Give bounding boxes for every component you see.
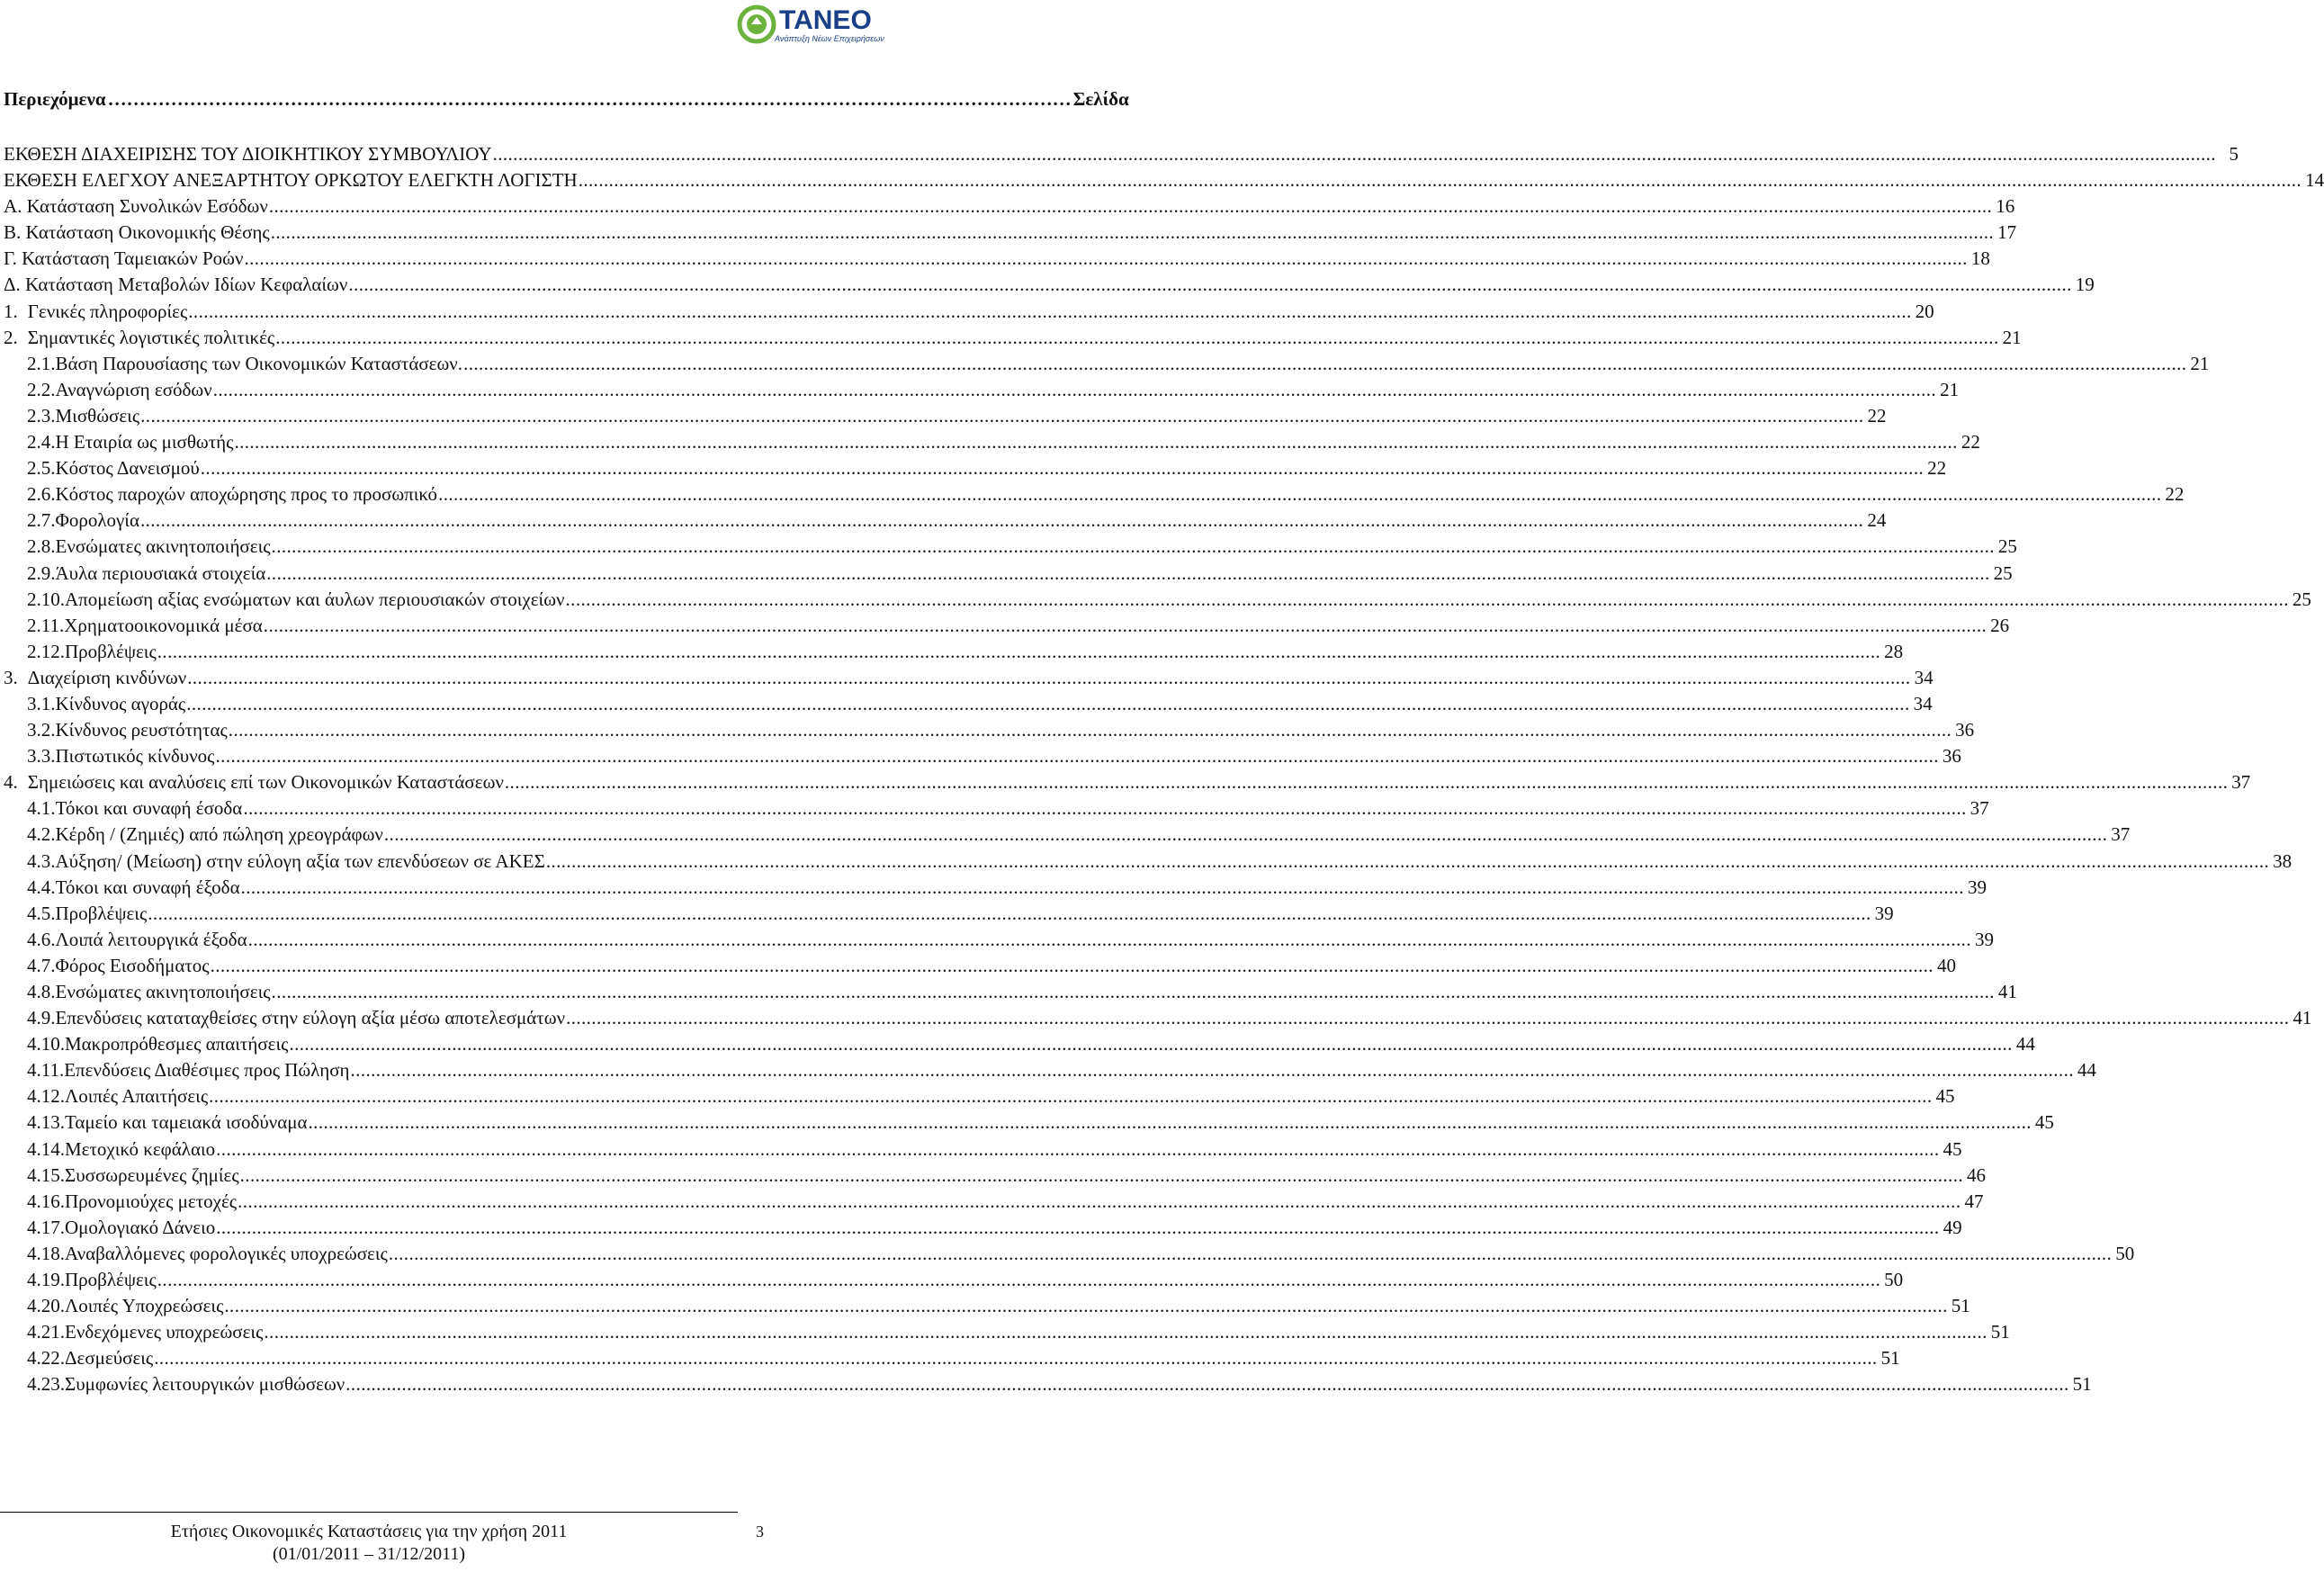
toc-entry-leader: [243, 795, 1966, 822]
toc-entry-title: Προβλέψεις: [65, 1269, 157, 1291]
toc-entry-page: 28: [1884, 640, 1904, 662]
toc-entry[interactable]: [4, 613, 2010, 639]
logo-wordmark: TANEO: [779, 5, 872, 35]
toc-entry-page: 39: [1967, 876, 1987, 898]
toc-entry[interactable]: [4, 953, 1956, 979]
toc-entry-title: Βάση Παρουσίασης των Οικονομικών Καταστάσεων.: [55, 352, 463, 374]
toc-entry-title: Απομείωση αξίας ενσώματων και άυλων περιουσιακών στοιχείων: [65, 588, 565, 610]
toc-entry-title: Επενδύσεις Διαθέσιμες προς Πώληση: [64, 1059, 350, 1082]
toc-entry-leader: [201, 455, 1924, 481]
toc-entry-title: Α. Κατάσταση Συνολικών Εσόδων: [4, 195, 268, 218]
toc-entry-title: Επενδύσεις καταταχθείσες στην εύλογη αξία μέσω αποτελεσμάτων: [55, 1007, 566, 1029]
toc-entry-title: Τόκοι και συναφή έσοδα: [55, 797, 243, 820]
toc-entry-number: 2.1.: [27, 352, 56, 374]
toc-entry-number: 3.: [4, 666, 18, 688]
toc-entry-leader: [272, 979, 1995, 1005]
toc-entry-title: Λοιπά λειτουργικά έξοδα: [55, 928, 247, 950]
toc-entry-number: 4.18.: [27, 1242, 65, 1264]
toc-entry[interactable]: [4, 691, 1933, 717]
toc-entry[interactable]: [4, 220, 2017, 246]
toc-entry-title: Αναβαλλόμενες φορολογικές υποχρεώσεις: [65, 1242, 388, 1264]
toc-entry-page: 34: [1913, 692, 1933, 714]
taneo-emblem-icon: [736, 4, 777, 45]
toc-entry-number: 4.2.: [27, 823, 56, 846]
toc-entry-number: 4.11.: [27, 1059, 65, 1082]
toc-entry[interactable]: [4, 508, 1887, 534]
toc-entry-leader: [546, 849, 2269, 875]
toc-entry-title: Φορολογία: [55, 509, 139, 532]
toc-entry[interactable]: [4, 795, 1989, 822]
toc-entry-page: 25: [1993, 561, 2013, 584]
toc-entry-leader: [266, 561, 1989, 587]
toc-entry[interactable]: [4, 1293, 1970, 1319]
toc-entry-number: 4.15.: [27, 1163, 65, 1186]
toc-entry-leader: [271, 220, 1994, 246]
toc-entry-title: Σημαντικές λογιστικές πολιτικές: [27, 326, 275, 348]
toc-entry-title: Κόστος παροχών αποχώρησης προς το προσωπικό: [55, 483, 438, 506]
toc-entry-leader: [351, 1057, 2074, 1083]
toc-heading-leader: [108, 88, 1072, 111]
toc-entry-leader: [186, 691, 1909, 717]
taneo-logo: [736, 4, 884, 45]
toc-entry-page: 50: [2115, 1242, 2135, 1264]
toc-entry-title: Δ. Κατάσταση Μεταβολών Ιδίων Κεφαλαίων: [4, 274, 348, 296]
toc-entry-title: Γ. Κατάσταση Ταμειακών Ροών: [4, 247, 244, 270]
toc-entry[interactable]: [4, 822, 2131, 848]
toc-entry-number: 2.: [4, 326, 18, 348]
toc-entry-page: 16: [1996, 195, 2015, 218]
toc-entry-title: Δεσμεύσεις: [65, 1347, 154, 1370]
toc-entry-title: Λοιπές Υποχρεώσεις: [65, 1295, 224, 1317]
toc-entry-number: 2.5.: [27, 457, 56, 480]
toc-entry[interactable]: [4, 377, 1960, 403]
toc-entry-page: 49: [1943, 1216, 1962, 1238]
toc-entry[interactable]: [4, 717, 1975, 743]
toc-entry[interactable]: [4, 167, 2324, 193]
toc-entry-number: 4.5.: [27, 902, 56, 924]
toc-entry-page: 36: [1955, 719, 1975, 741]
toc-entry-leader: [140, 508, 1863, 534]
toc-entry-title: ΕΚΘΕΣΗ ΔΙΑΧΕΙΡΙΣΗΣ ΤΟΥ ΔΙΟΙΚΗΤΙΚΟΥ ΣΥΜΒΟΥΛΙΟΥ: [4, 143, 492, 165]
toc-entry-leader: [493, 141, 2216, 167]
toc-entry-leader: [244, 246, 1967, 272]
toc-entry-number: 2.4.: [27, 431, 56, 454]
toc-entry-page: 24: [1867, 509, 1887, 532]
toc-entry[interactable]: [4, 1241, 2135, 1267]
toc-entry-leader: [188, 299, 1911, 325]
toc-entry-title: Αύξηση/ (Μείωση) στην εύλογη αξία των επενδύσεων σε ΑΚΕΣ: [55, 849, 545, 872]
toc-entry[interactable]: [4, 743, 1961, 769]
toc-entry-page: 21: [2002, 326, 2022, 348]
toc-entry-number: 4.4.: [27, 876, 56, 898]
toc-entry-page: 21: [2190, 352, 2210, 374]
toc-entry-number: 2.10.: [27, 588, 65, 610]
footer-title: Ετήσιες Οικονομικές Καταστάσεις για την χρήση 2011: [170, 1522, 568, 1541]
toc-entry-leader: [154, 1345, 1877, 1371]
toc-entry-number: 4.9.: [27, 1007, 56, 1029]
toc-entry-title: Μισθώσεις: [55, 404, 140, 427]
toc-heading-page: Σελίδα: [1072, 88, 1129, 110]
toc-entry[interactable]: [4, 665, 1934, 691]
toc-entry-number: 4.22.: [27, 1347, 65, 1370]
toc-entry-leader: [216, 743, 1939, 769]
toc-entry-title: Κίνδυνος αγοράς: [55, 692, 186, 714]
toc-entry-leader: [140, 403, 1863, 429]
toc-entry-leader: [463, 351, 2186, 377]
toc-entry[interactable]: [4, 769, 2251, 795]
toc-entry-leader: [505, 769, 2228, 795]
toc-entry-leader: [264, 1319, 1987, 1345]
toc-entry-page: 51: [1951, 1295, 1970, 1317]
toc-entry[interactable]: [4, 1109, 2054, 1136]
toc-entry[interactable]: [4, 1371, 2092, 1397]
toc-entry-leader: [384, 822, 2107, 848]
toc-entry-page: 25: [2292, 588, 2311, 610]
toc-entry-leader: [157, 639, 1880, 665]
toc-entry[interactable]: [4, 875, 1987, 901]
toc-entry-title: Μετοχικό κεφάλαιο: [65, 1137, 216, 1160]
toc-entry[interactable]: [4, 1319, 2010, 1345]
toc-entry-title: Διαχείριση κινδύνων: [27, 666, 187, 688]
toc-entry-page: 22: [1867, 404, 1887, 427]
toc-entry-number: 3.1.: [27, 692, 56, 714]
toc-entry[interactable]: [4, 561, 2013, 587]
toc-entry-number: 2.3.: [27, 404, 56, 427]
toc-entry-page: 34: [1914, 666, 1934, 688]
toc-entry-leader: [269, 193, 1992, 220]
toc-entry-page: 38: [2273, 849, 2293, 872]
toc-entry-leader: [438, 481, 2161, 508]
toc-entry[interactable]: [4, 481, 2185, 508]
toc-entry[interactable]: [4, 901, 1894, 927]
toc-entry-number: 3.3.: [27, 745, 56, 768]
toc-entry[interactable]: [4, 325, 2022, 351]
toc-entry-leader: [238, 1189, 1961, 1215]
toc-entry[interactable]: [4, 351, 2210, 377]
toc-entry-title: Πιστωτικός κίνδυνος: [55, 745, 215, 768]
toc-entry-page: 41: [1997, 981, 2017, 1002]
toc-entry[interactable]: [4, 849, 2293, 875]
toc-entry-title: Συμφωνίες λειτουργικών μισθώσεων: [65, 1373, 345, 1396]
toc-entry-number: 3.2.: [27, 719, 56, 741]
toc-entry-page: 39: [1874, 902, 1894, 924]
toc-entry[interactable]: [4, 1345, 1900, 1371]
toc-entry-page: 37: [2231, 771, 2251, 794]
table-of-contents: [4, 141, 2324, 1398]
toc-entry-number: 2.11.: [27, 614, 65, 636]
toc-entry-number: 4.23.: [27, 1373, 65, 1396]
toc-entry-page: 26: [1990, 614, 2010, 636]
toc-entry-leader: [289, 1031, 2012, 1057]
toc-entry[interactable]: [4, 403, 1887, 429]
toc-entry-leader: [229, 717, 1952, 743]
toc-entry-number: 4.21.: [27, 1321, 65, 1343]
toc-entry-page: 44: [2015, 1033, 2035, 1055]
toc-entry-number: 2.7.: [27, 509, 56, 532]
toc-entry-number: 4.20.: [27, 1295, 65, 1317]
toc-entry[interactable]: [4, 455, 1947, 481]
toc-entry[interactable]: [4, 1215, 1962, 1241]
toc-entry-leader: [234, 429, 1957, 455]
toc-entry-number: 4.7.: [27, 954, 56, 976]
toc-entry-title: Ενσώματες ακινητοποιήσεις: [55, 981, 271, 1002]
toc-entry-number: 4.1.: [27, 797, 56, 820]
toc-entry-leader: [224, 1293, 1947, 1319]
toc-entry-page: 21: [1940, 378, 1960, 400]
toc-entry[interactable]: [4, 1031, 2035, 1057]
toc-entry[interactable]: [4, 1005, 2312, 1031]
toc-entry-number: 2.2.: [27, 378, 56, 400]
toc-entry-page: 45: [1943, 1137, 1962, 1160]
toc-entry-number: 4.17.: [27, 1216, 65, 1238]
toc-entry-leader: [209, 1083, 1932, 1109]
toc-entry-title: Ενσώματες ακινητοποιήσεις: [55, 535, 271, 558]
toc-entry-title: Κέρδη / (Ζημιές) από πώληση χρεογράφων: [55, 823, 383, 846]
toc-entry-title: Β. Κατάσταση Οικονομικής Θέσης: [4, 221, 270, 244]
toc-entry[interactable]: [4, 193, 2015, 220]
toc-entry[interactable]: [4, 141, 2239, 167]
toc-entry[interactable]: [4, 534, 2017, 560]
toc-entry-title: Ενδεχόμενες υποχρεώσεις: [65, 1321, 264, 1343]
toc-entry-leader: [240, 1163, 1963, 1189]
toc-entry-page: 22: [1927, 457, 1947, 480]
toc-entry-page: 5: [2229, 143, 2239, 165]
toc-entry-number: 1.: [4, 300, 18, 322]
toc-entry[interactable]: [4, 272, 2095, 298]
toc-entry-number: 2.6.: [27, 483, 56, 506]
toc-entry-leader: [213, 377, 1936, 403]
toc-entry-title: Κόστος Δανεισμού: [55, 457, 200, 480]
toc-entry-page: 41: [2293, 1007, 2312, 1029]
toc-entry-title: Τόκοι και συναφή έξοδα: [55, 876, 240, 898]
toc-entry-leader: [275, 325, 1998, 351]
toc-entry-page: 20: [1915, 300, 1934, 322]
toc-entry-leader: [157, 1267, 1880, 1293]
toc-entry-page: 51: [1880, 1347, 1900, 1370]
toc-entry-page: 51: [2072, 1373, 2092, 1396]
toc-entry-number: 4.3.: [27, 849, 56, 872]
toc-entry-title: Προβλέψεις: [55, 902, 148, 924]
toc-entry-page: 22: [1961, 431, 1980, 454]
toc-entry-leader: [241, 875, 1964, 901]
toc-entry-page: 18: [1970, 247, 1990, 270]
footer-rule: [0, 1512, 738, 1513]
toc-entry[interactable]: [4, 639, 1904, 665]
toc-entry-number: 4.16.: [27, 1190, 65, 1212]
toc-entry-number: 4.13.: [27, 1111, 65, 1134]
toc-entry-title: Άυλα περιουσιακά στοιχεία: [55, 561, 266, 584]
toc-entry-leader: [345, 1371, 2068, 1397]
toc-entry-leader: [272, 534, 1995, 560]
toc-entry-page: 39: [1974, 928, 1994, 950]
page-number: 3: [756, 1523, 764, 1541]
toc-entry-title: Χρηματοοικονομικά μέσα: [64, 614, 263, 636]
toc-entry-leader: [211, 953, 1934, 979]
toc-entry-title: ΕΚΘΕΣΗ ΕΛΕΓΧΟΥ ΑΝΕΞΑΡΤΗΤΟΥ ΟΡΚΩΤΟΥ ΕΛΕΓΚΤΗ ΛΟΓΙΣΤΗ: [4, 169, 578, 192]
toc-entry-number: 4.: [4, 771, 18, 794]
toc-entry-leader: [348, 272, 2071, 298]
toc-entry-number: 2.9.: [27, 561, 56, 584]
toc-entry[interactable]: [4, 1083, 1955, 1109]
toc-entry[interactable]: [4, 299, 1934, 325]
toc-entry[interactable]: [4, 587, 2311, 613]
toc-entry-number: 4.10.: [27, 1033, 65, 1055]
toc-heading-contents: Περιεχόμενα: [4, 88, 106, 110]
toc-entry-page: 17: [1997, 221, 2017, 244]
toc-entry-title: Μακροπρόθεσμες απαιτήσεις: [65, 1033, 289, 1055]
toc-entry-leader: [389, 1241, 2112, 1267]
footer-period: (01/01/2011 – 31/12/2011): [272, 1544, 466, 1564]
toc-entry-page: 45: [1935, 1085, 1955, 1108]
toc-entry-page: 19: [2075, 274, 2095, 296]
toc-entry[interactable]: [4, 979, 2017, 1005]
toc-entry-page: 37: [2111, 823, 2131, 846]
toc-entry-number: 4.14.: [27, 1137, 65, 1160]
toc-entry-number: 2.8.: [27, 535, 56, 558]
toc-entry-leader: [148, 901, 1871, 927]
toc-entry[interactable]: [4, 927, 1994, 953]
toc-entry[interactable]: [4, 1189, 1984, 1215]
toc-entry-leader: [566, 1005, 2289, 1031]
toc-entry-number: 2.12.: [27, 640, 65, 662]
logo-tagline: Ανάπτυξη Νέων Επιχειρήσεων: [775, 34, 884, 43]
toc-entry-number: 4.19.: [27, 1269, 65, 1291]
toc-entry[interactable]: [4, 1163, 1986, 1189]
toc-entry-page: 37: [1970, 797, 1989, 820]
toc-entry-title: Σημειώσεις και αναλύσεις επί των Οικονομικών Καταστάσεων: [27, 771, 504, 794]
toc-entry-leader: [566, 587, 2289, 613]
toc-entry-page: 46: [1967, 1163, 1986, 1186]
toc-entry-title: Γενικές πληροφορίες: [27, 300, 188, 322]
toc-entry-title: Λοιπές Απαιτήσεις: [65, 1085, 209, 1108]
toc-entry[interactable]: [4, 246, 1990, 272]
toc-entry[interactable]: [4, 1057, 2096, 1083]
toc-entry-page: 44: [2077, 1059, 2096, 1082]
toc-entry-title: Η Εταιρία ως μισθωτής: [55, 431, 234, 454]
toc-entry[interactable]: [4, 429, 1980, 455]
toc-heading: [4, 88, 1129, 113]
toc-entry-leader: [264, 613, 1987, 639]
toc-entry-leader: [216, 1136, 1939, 1163]
toc-entry-title: Προνομιούχες μετοχές: [65, 1190, 238, 1212]
toc-entry-page: 40: [1936, 954, 1956, 976]
toc-entry-number: 4.6.: [27, 928, 56, 950]
toc-entry-leader: [248, 927, 1971, 953]
toc-entry-title: Συσσωρευμένες ζημίες: [65, 1163, 239, 1186]
toc-entry-page: 14: [2305, 169, 2324, 192]
toc-entry[interactable]: [4, 1136, 1962, 1163]
toc-entry-page: 25: [1997, 535, 2017, 558]
toc-entry-title: Προβλέψεις: [65, 640, 157, 662]
toc-entry-title: Ταμείο και ταμειακά ισοδύναμα: [65, 1111, 308, 1134]
toc-entry[interactable]: [4, 1267, 1904, 1293]
toc-entry-page: 50: [1884, 1269, 1904, 1291]
toc-entry-leader: [309, 1109, 2032, 1136]
toc-entry-page: 22: [2165, 483, 2185, 506]
footer-text: [90, 1521, 648, 1566]
toc-entry-title: Κίνδυνος ρευστότητας: [55, 719, 228, 741]
toc-entry-title: Φόρος Εισοδήματος: [55, 954, 210, 976]
toc-entry-leader: [579, 167, 2302, 193]
toc-entry-title: Αναγνώριση εσόδων: [55, 378, 212, 400]
toc-entry-page: 51: [1990, 1321, 2010, 1343]
toc-entry-page: 45: [2034, 1111, 2054, 1134]
toc-entry-leader: [187, 665, 1910, 691]
toc-entry-title: Ομολογιακό Δάνειο: [65, 1216, 216, 1238]
toc-entry-page: 36: [1942, 745, 1961, 768]
toc-entry-number: 4.12.: [27, 1085, 65, 1108]
toc-entry-leader: [216, 1215, 1939, 1241]
toc-entry-page: 47: [1964, 1190, 1984, 1212]
toc-entry-number: 4.8.: [27, 981, 56, 1002]
